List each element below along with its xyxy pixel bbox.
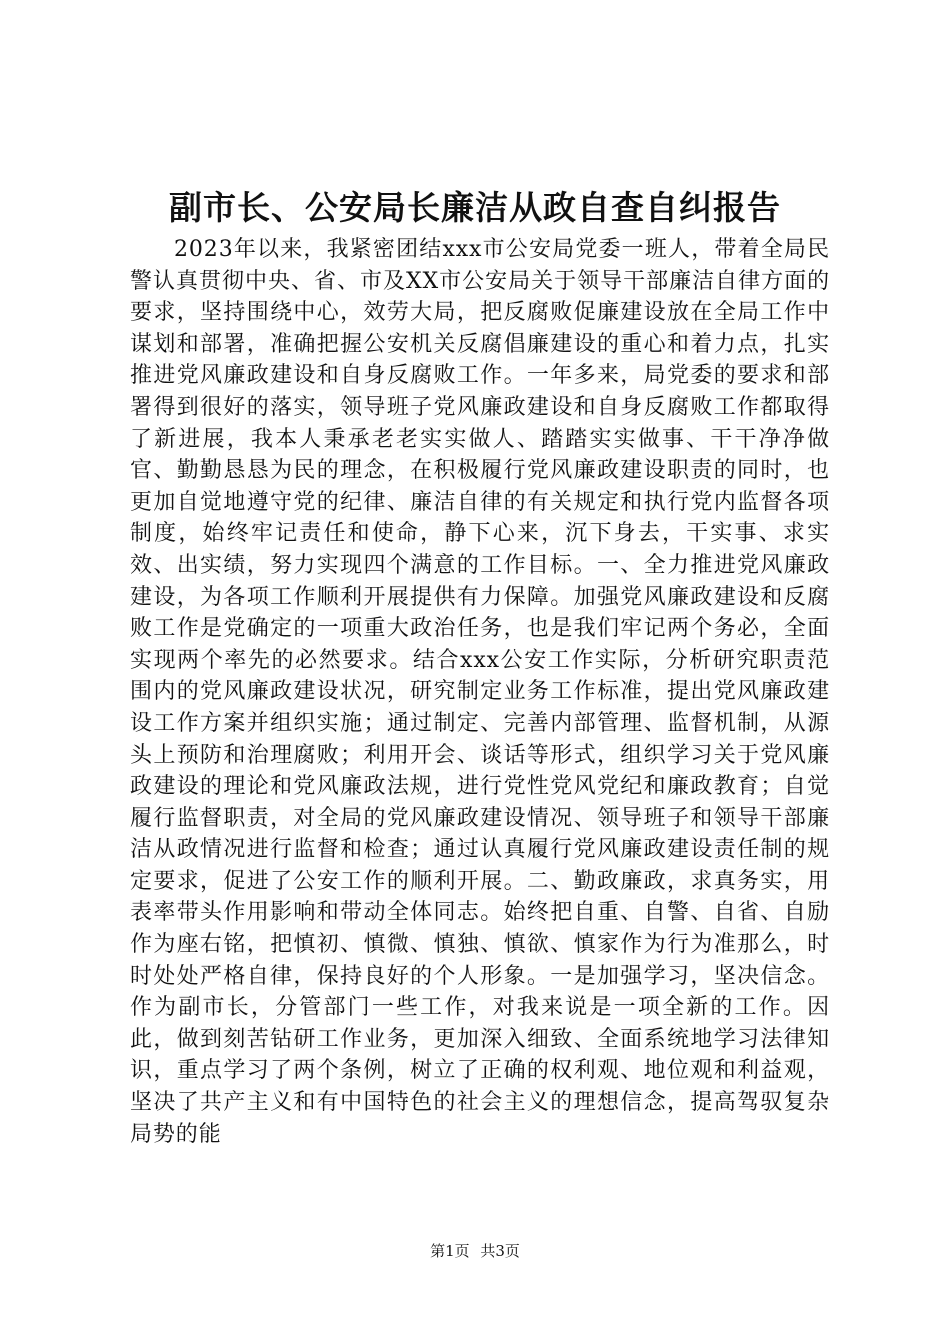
page-footer xyxy=(0,1240,950,1262)
document-title: 副市长、公安局长廉洁从政自查自纠报告 xyxy=(169,188,781,227)
document-body-paragraph: 2023年以来，我紧密团结xxx市公安局党委一班人，带着全局民警认真贯彻中央、省、市及XX市公安局关于领导干部廉洁自律方面的要求，坚持围绕中心，效劳大局，把反腐败促廉建设放在全局工作中谋划和部署，准确把握公安机关反腐倡廉建设的重心和着力点，扎实推进党风廉政建设和自身反腐败工作。一年多来，局党委的要求和部署得到很好的落实，领导班子党风廉政建设和自身反腐败工作都取得了新进展，我本人秉承老老实实做人、踏踏实实做事、干干净净做官、勤勤恳恳为民的理念，在积极履行党风廉政建设职责的同时，也更加自觉地遵守党的纪律、廉洁自律的有关规定和执行党内监督各项制度，始终牢记责任和使命，静下心来，沉下身去，干实事、求实效、出实绩，努力实现四个满意的工作目标。一、全力推进党风廉政建设，为各项工作顺利开展提供有力保障。加强党风廉政建设和反腐败工作是党确定的一项重大政治任务，也是我们牢记两个务必，全面实现两个率先的必然要求。结合xxx公安工作实际，分析研究职责范围内的党风廉政建设状况，研究制定业务工作标准，提出党风廉政建设工作方案并组织实施；通过制定、完善内部管理、监督机制，从源头上预防和治理腐败；利用开会、谈话等形式，组织学习关于党风廉政建设的理论和党风廉政法规，进行党性党风党纪和廉政教育；自觉履行监督职责，对全局的党风廉政建设情况、领导班子和领导干部廉洁从政情况进行监督和检查；通过认真履行党风廉政建设责任制的规定要求，促进了公安工作的顺利开展。二、勤政廉政，求真务实，用表率带头作用影响和带动全体同志。始终把自重、自警、自省、自励作为座右铭，把慎初、慎微、慎独、慎欲、慎家作为行为准那么，时时处处严格自律，保持良好的个人形象。一是加强学习，坚决信念。作为副市长，分管部门一些工作，对我来说是一项全新的工作。因此，做到刻苦钻研工作业务，更加深入细致、全面系统地学习法律知识，重点学习了两个条例，树立了正确的权利观、地位观和利益观，坚决了共产主义和有中国特色的社会主义的理想信念，提高驾驭复杂局势的能 xyxy=(130,237,830,1147)
page-number-current: 第1页 xyxy=(430,1242,470,1260)
page-number-total: 共3页 xyxy=(480,1242,520,1260)
